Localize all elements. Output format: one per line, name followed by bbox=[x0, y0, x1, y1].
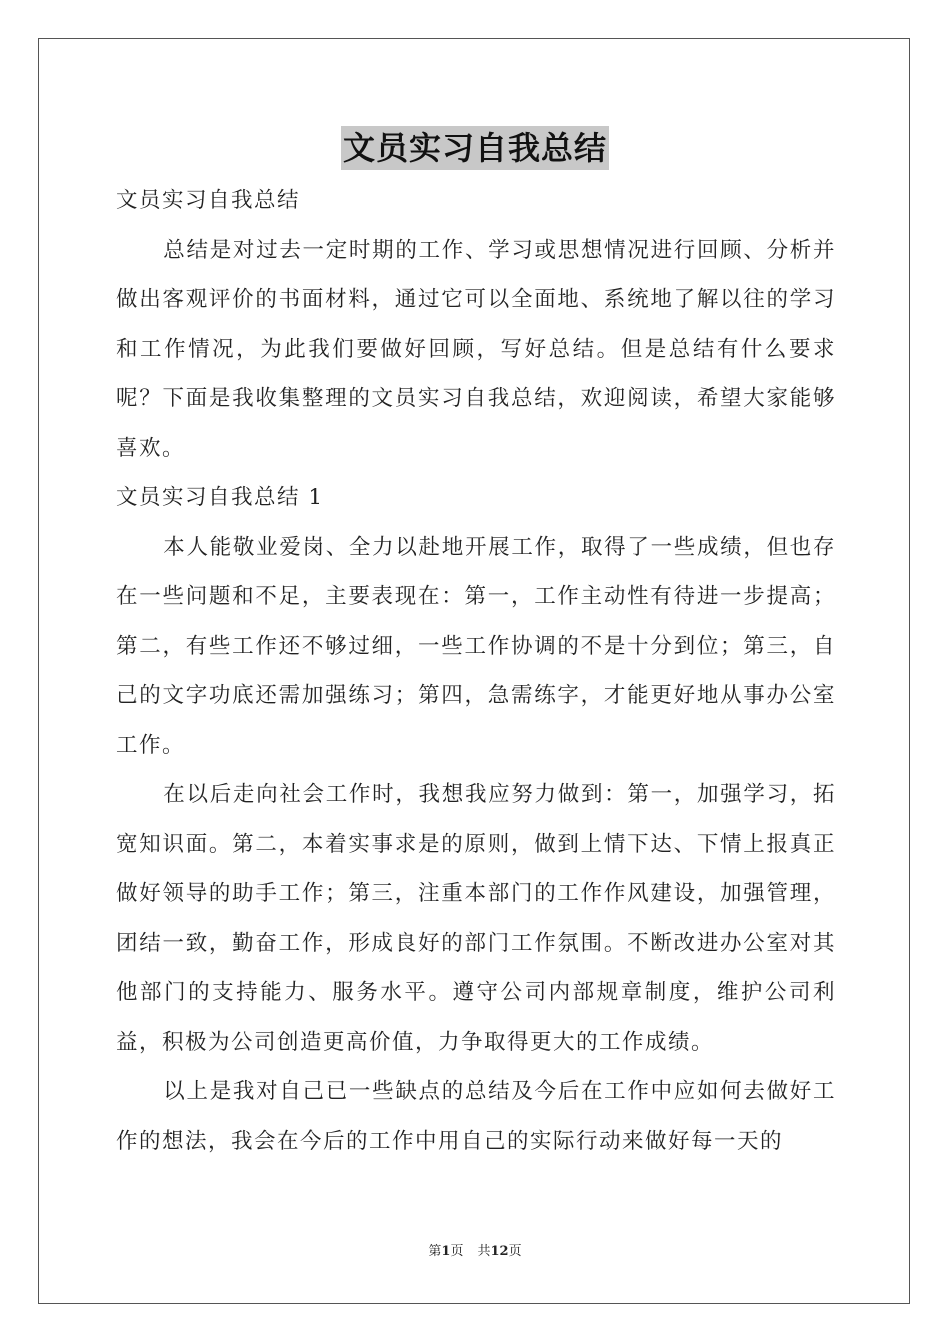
body-paragraph: 本人能敬业爱岗、全力以赴地开展工作，取得了一些成绩，但也存在一些问题和不足，主要表现在：第一，工作主动性有待进一步提高；第二，有些工作还不够过细，一些工作协调的不是十分到位；第三，自己的文字功底还需加强练习；第四，急需练字，才能更好地从事办公室工作。 bbox=[116, 534, 836, 758]
page-footer bbox=[0, 1240, 950, 1259]
total-prefix: 共 bbox=[477, 1244, 491, 1259]
page-unit: 页 bbox=[450, 1244, 464, 1259]
section-heading: 文员实习自我总结 1 bbox=[116, 485, 324, 510]
body-paragraph: 在以后走向社会工作时，我想我应努力做到：第一，加强学习，拓宽知识面。第二，本着实事求是的原则，做到上情下达、下情上报真正做好领导的助手工作；第三，注重本部门的工作作风建设，加强管理，团结一致，勤奋工作，形成良好的部门工作氛围。不断改进办公室对其他部门的支持能力、服务水平。遵守公司内部规章制度，维护公司利益，积极为公司创造更高价值，力争取得更大的工作成绩。 bbox=[116, 782, 836, 1055]
body-paragraph: 总结是对过去一定时期的工作、学习或思想情况进行回顾、分析并做出客观评价的书面材料，通过它可以全面地、系统地了解以往的学习和工作情况，为此我们要做好回顾，写好总结。但是总结有什么要求呢？下面是我收集整理的文员实习自我总结，欢迎阅读，希望大家能够喜欢。 bbox=[116, 237, 836, 461]
section-heading: 文员实习自我总结 bbox=[116, 188, 301, 213]
page-current: 1 bbox=[441, 1244, 451, 1259]
body-paragraph: 以上是我对自己已一些缺点的总结及今后在工作中应如何去做好工作的想法，我会在今后的工作中用自己的实际行动来做好每一天的 bbox=[116, 1079, 836, 1154]
document-title bbox=[0, 126, 950, 170]
document-body bbox=[116, 176, 836, 1166]
document-title-text: 文员实习自我总结 bbox=[341, 126, 609, 170]
page-total: 12 bbox=[490, 1244, 509, 1259]
total-unit: 页 bbox=[508, 1244, 522, 1259]
page-prefix: 第 bbox=[428, 1244, 442, 1259]
